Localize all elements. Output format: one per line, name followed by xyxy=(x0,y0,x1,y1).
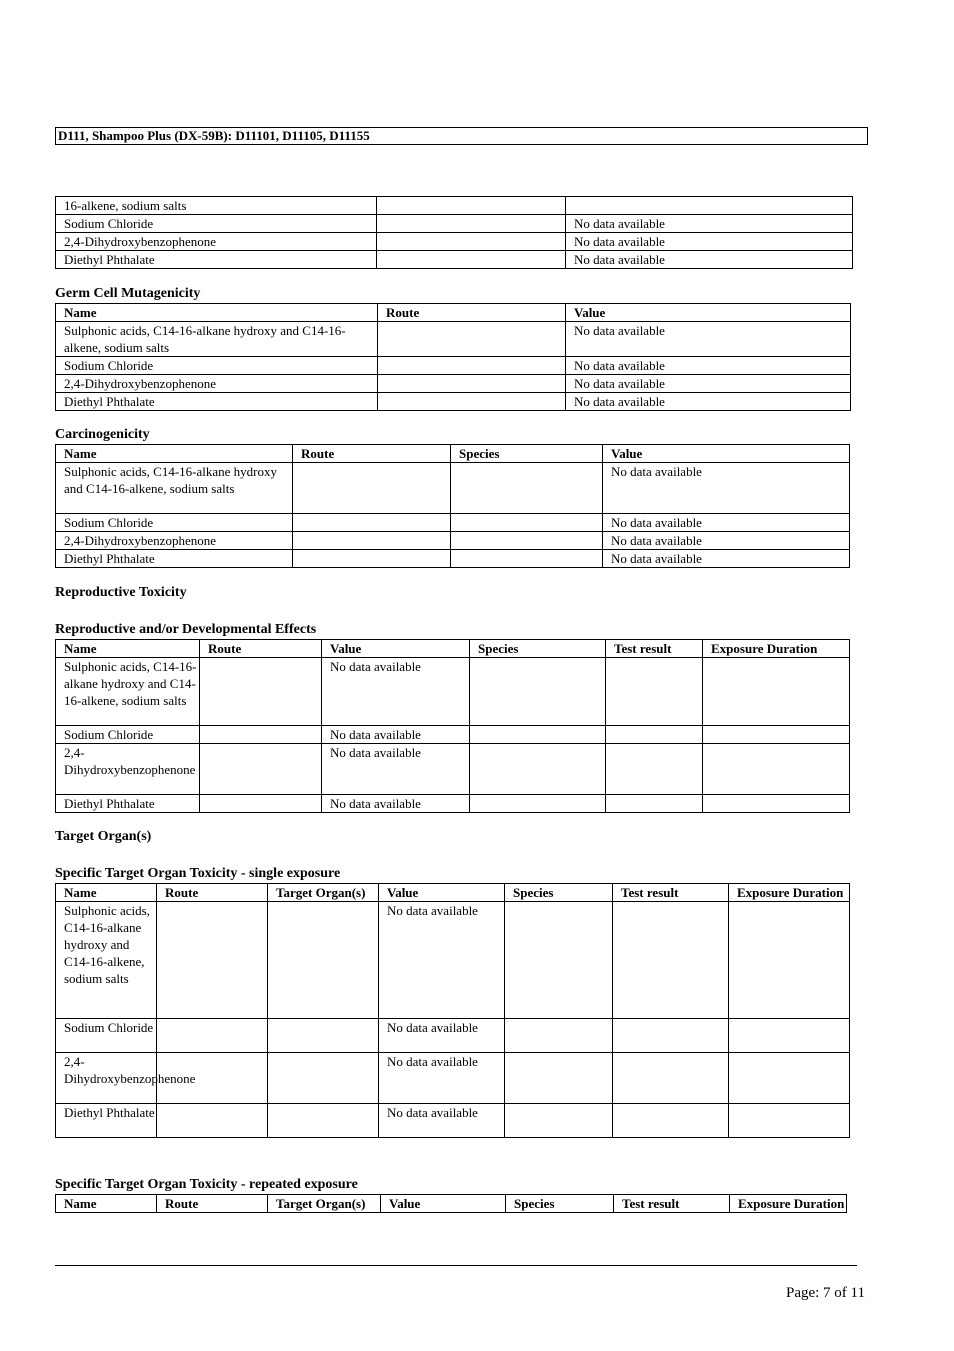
column-header: Route xyxy=(293,445,451,463)
table-cell xyxy=(703,726,850,744)
table-cell xyxy=(200,658,322,726)
table-cell xyxy=(451,550,603,568)
table-row xyxy=(56,393,851,411)
table-cell xyxy=(505,1104,613,1138)
table-cell: No data available xyxy=(566,357,851,375)
column-header: Name xyxy=(56,1195,157,1213)
column-header: Target Organ(s) xyxy=(268,884,379,902)
column-header: Value xyxy=(322,640,470,658)
table-cell xyxy=(377,197,566,215)
table-cell xyxy=(268,1104,379,1138)
table-cell xyxy=(505,1019,613,1053)
table-cell: 2,4-Dihydroxybenzophenone xyxy=(56,233,377,251)
table-cell: Diethyl Phthalate xyxy=(56,251,377,269)
table-row xyxy=(56,251,853,269)
column-header: Name xyxy=(56,884,157,902)
table-cell xyxy=(613,902,729,1019)
table-row xyxy=(56,726,850,744)
table-cell xyxy=(377,215,566,233)
table-row xyxy=(56,322,851,357)
table-cell xyxy=(703,658,850,726)
table-cell xyxy=(377,251,566,269)
table-cell: 16-alkene, sodium salts xyxy=(56,197,377,215)
table-cell: Sodium Chloride xyxy=(56,726,200,744)
table-cell xyxy=(378,357,566,375)
table-cell: No data available xyxy=(603,550,850,568)
table-cell xyxy=(293,463,451,514)
column-header: Species xyxy=(506,1195,614,1213)
table-row xyxy=(56,658,850,726)
footer-divider xyxy=(55,1265,857,1266)
table-row xyxy=(56,197,853,215)
table-cell: Sodium Chloride xyxy=(56,1019,157,1053)
table-cell: No data available xyxy=(566,393,851,411)
column-header: Value xyxy=(603,445,850,463)
table-cell xyxy=(451,532,603,550)
table-row xyxy=(56,1019,850,1053)
table-cell xyxy=(157,1019,268,1053)
column-header: Name xyxy=(56,640,200,658)
table-cell: No data available xyxy=(322,658,470,726)
stot-repeated-table xyxy=(55,1194,847,1213)
column-header: Species xyxy=(505,884,613,902)
table-cell: No data available xyxy=(603,514,850,532)
table-cell: No data available xyxy=(322,795,470,813)
reproductive-effects-table xyxy=(55,639,850,813)
table-cell xyxy=(200,744,322,795)
table-cell: No data available xyxy=(603,532,850,550)
column-header: Test result xyxy=(614,1195,730,1213)
table-cell xyxy=(377,233,566,251)
table-cell: No data available xyxy=(566,322,851,357)
table-cell xyxy=(729,1104,850,1138)
stot-repeated-heading: Specific Target Organ Toxicity - repeated exposure xyxy=(55,1177,358,1192)
table-cell: Diethyl Phthalate xyxy=(56,550,293,568)
table-cell xyxy=(703,795,850,813)
table-row xyxy=(56,233,853,251)
table-cell xyxy=(470,726,606,744)
column-header: Route xyxy=(157,1195,268,1213)
table-cell: Sodium Chloride xyxy=(56,514,293,532)
table-row xyxy=(56,795,850,813)
table-cell xyxy=(451,463,603,514)
table-cell: No data available xyxy=(566,251,853,269)
table-row xyxy=(56,532,850,550)
table-row xyxy=(56,744,850,795)
table-row xyxy=(56,375,851,393)
table-cell xyxy=(703,744,850,795)
column-header: Route xyxy=(200,640,322,658)
table-cell: Sodium Chloride xyxy=(56,215,377,233)
target-organs-heading: Target Organ(s) xyxy=(55,829,152,844)
table-cell xyxy=(505,1053,613,1104)
table-cell xyxy=(613,1104,729,1138)
stot-single-heading: Specific Target Organ Toxicity - single exposure xyxy=(55,866,341,881)
stot-single-table xyxy=(55,883,850,1138)
table-cell xyxy=(157,1104,268,1138)
column-header: Route xyxy=(157,884,268,902)
table-row xyxy=(56,1053,850,1104)
table-cell xyxy=(613,1019,729,1053)
column-header: Test result xyxy=(606,640,703,658)
reproductive-toxicity-heading: Reproductive Toxicity xyxy=(55,585,187,600)
table-cell xyxy=(606,795,703,813)
table-cell xyxy=(606,726,703,744)
continued-table xyxy=(55,196,853,269)
table-cell: No data available xyxy=(566,215,853,233)
table-cell xyxy=(613,1053,729,1104)
table-cell: Diethyl Phthalate xyxy=(56,393,378,411)
table-cell xyxy=(293,550,451,568)
column-header: Value xyxy=(381,1195,506,1213)
table-cell: No data available xyxy=(566,233,853,251)
column-header: Value xyxy=(566,304,851,322)
column-header: Exposure Duration xyxy=(703,640,850,658)
table-cell: 2,4-Dihydroxybenzophenone xyxy=(56,532,293,550)
column-header: Value xyxy=(379,884,505,902)
table-cell xyxy=(268,902,379,1019)
table-row xyxy=(56,514,850,532)
table-cell xyxy=(293,532,451,550)
table-cell xyxy=(470,658,606,726)
germ-cell-heading: Germ Cell Mutagenicity xyxy=(55,286,201,301)
table-cell: No data available xyxy=(379,1053,505,1104)
table-row xyxy=(56,1104,850,1138)
table-cell: No data available xyxy=(379,1104,505,1138)
table-cell xyxy=(378,375,566,393)
table-cell xyxy=(378,393,566,411)
carcinogenicity-table xyxy=(55,444,850,568)
table-cell: No data available xyxy=(322,726,470,744)
table-cell: Diethyl Phthalate xyxy=(56,795,200,813)
germ-cell-table xyxy=(55,303,851,411)
table-cell xyxy=(470,744,606,795)
table-cell xyxy=(268,1053,379,1104)
table-cell: 2,4-Dihydroxybenzophenone xyxy=(56,744,200,795)
column-header: Exposure Duration xyxy=(730,1195,847,1213)
table-row xyxy=(56,215,853,233)
table-cell xyxy=(729,902,850,1019)
column-header: Species xyxy=(451,445,603,463)
table-row xyxy=(56,902,850,1019)
table-cell: No data available xyxy=(322,744,470,795)
table-cell xyxy=(200,795,322,813)
table-cell: No data available xyxy=(379,1019,505,1053)
table-cell: No data available xyxy=(603,463,850,514)
column-header: Species xyxy=(470,640,606,658)
table-cell xyxy=(470,795,606,813)
table-cell: Diethyl Phthalate xyxy=(56,1104,157,1138)
table-cell xyxy=(451,514,603,532)
table-cell: Sulphonic acids, C14-16-alkane hydroxy and C14-16-alkene, sodium salts xyxy=(56,322,378,357)
table-cell: No data available xyxy=(566,375,851,393)
table-row xyxy=(56,550,850,568)
table-cell xyxy=(729,1053,850,1104)
table-cell: 2,4-Dihydroxybenzophenone xyxy=(56,1053,157,1104)
table-cell xyxy=(268,1019,379,1053)
table-cell: Sodium Chloride xyxy=(56,357,378,375)
column-header: Name xyxy=(56,445,293,463)
table-row xyxy=(56,463,850,514)
document-header: D111, Shampoo Plus (DX-59B): D11101, D11105, D11155 xyxy=(55,127,868,145)
column-header: Route xyxy=(378,304,566,322)
table-cell: Sulphonic acids, C14-16-alkane hydroxy and C14-16-alkene, sodium salts xyxy=(56,902,157,1019)
table-cell xyxy=(378,322,566,357)
table-cell xyxy=(606,744,703,795)
table-cell: Sulphonic acids, C14-16-alkane hydroxy and C14-16-alkene, sodium salts xyxy=(56,463,293,514)
reproductive-effects-heading: Reproductive and/or Developmental Effects xyxy=(55,622,317,637)
page-number: Page: 7 of 11 xyxy=(785,1285,865,1301)
table-cell xyxy=(157,902,268,1019)
column-header: Target Organ(s) xyxy=(268,1195,381,1213)
table-cell xyxy=(200,726,322,744)
table-cell xyxy=(566,197,853,215)
table-cell xyxy=(505,902,613,1019)
carcinogenicity-heading: Carcinogenicity xyxy=(55,427,150,442)
table-cell xyxy=(729,1019,850,1053)
table-cell: 2,4-Dihydroxybenzophenone xyxy=(56,375,378,393)
table-cell xyxy=(606,658,703,726)
column-header: Test result xyxy=(613,884,729,902)
table-row xyxy=(56,357,851,375)
table-cell: Sulphonic acids, C14-16-alkane hydroxy and C14-16-alkene, sodium salts xyxy=(56,658,200,726)
table-cell xyxy=(293,514,451,532)
column-header: Exposure Duration xyxy=(729,884,850,902)
column-header: Name xyxy=(56,304,378,322)
table-cell: No data available xyxy=(379,902,505,1019)
